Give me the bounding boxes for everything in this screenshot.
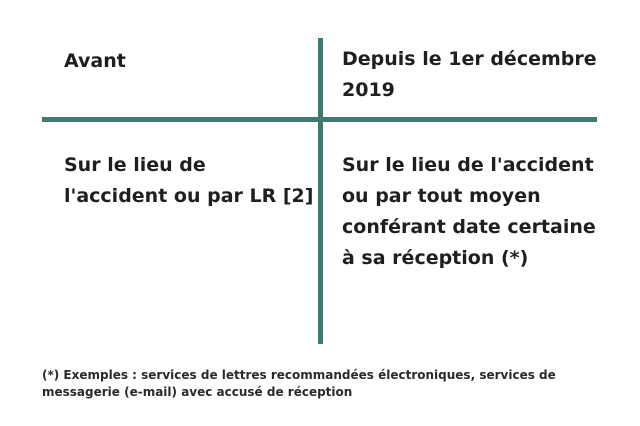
cell-before: Sur le lieu de l'accident ou par LR [2] [64, 154, 314, 207]
cell-since: Sur le lieu de l'accident ou par tout moyen conférant date certaine à sa réception (*) [342, 154, 596, 269]
header-before: Avant [64, 50, 126, 72]
header-since: Depuis le 1er décembre 2019 [342, 48, 597, 101]
vertical-divider [318, 38, 323, 344]
horizontal-divider [42, 117, 597, 122]
footnote: (*) Exemples : services de lettres recommandées électroniques, services de messagerie (e-mail) avec accusé de réception [42, 368, 556, 399]
